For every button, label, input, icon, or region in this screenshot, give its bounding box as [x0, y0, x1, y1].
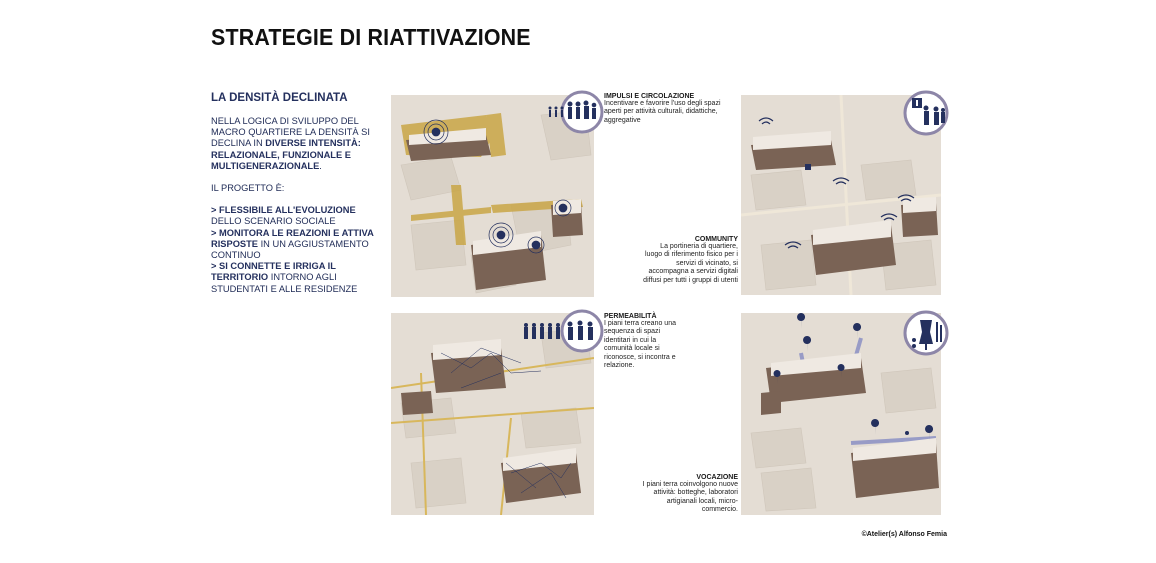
- tailor-tools-icon: [902, 310, 952, 360]
- info-icon: [902, 90, 952, 140]
- bullet-1: [211, 205, 381, 227]
- impulsi-text: Incentivare e favorire l'uso degli spazi aperti per attività culturali, didattiche, aggregative: [604, 100, 721, 124]
- panel-vocazione: [632, 474, 738, 515]
- permeabilita-text: I piani terra creano una sequenza di spazi identitari in cui la comunità locale si riconosce, si incontra e relazione.: [604, 320, 676, 370]
- panel-community: [643, 236, 738, 285]
- vocazione-text: I piani terra coinvolgono nuove attività: botteghe, laboratori artigianali locali, micro-commercio.: [642, 481, 738, 514]
- bullet-1-text: DELLO SCENARIO SOCIALE: [211, 216, 336, 227]
- bullet-3-text: INTORNO AGLI STUDENTATI E ALLE RESIDENZE: [211, 272, 358, 294]
- panel-permeabilita: [604, 313, 686, 370]
- intro-text: [211, 116, 381, 295]
- panel-impulsi: [604, 93, 724, 125]
- permeabilita-title: PERMEABILITÀ: [604, 313, 657, 320]
- intro-p1-c: .: [319, 160, 322, 171]
- intro-project-heading: IL PROGETTO È:: [211, 183, 285, 194]
- bullet-2-text: IN UN AGGIUSTAMENTO CONTINUO: [211, 238, 369, 261]
- community-title: COMMUNITY: [694, 236, 738, 243]
- bullet-3-bold: > SI CONNETTE E IRRIGA IL TERRITORIO: [211, 261, 336, 283]
- people-group-icon: [520, 308, 604, 358]
- credit: ©Atelier(s) Alfonso Femia: [861, 531, 947, 538]
- bullet-3: [211, 261, 381, 295]
- community-text: La portineria di quartiere, luogo di riferimento fisico per i servizi di vicinato, si accompagna a servizi digitali diffusi per tutti i gruppi di utenti: [643, 243, 738, 284]
- bullet-2: [211, 228, 381, 262]
- section-subtitle: LA DENSITÀ DECLINATA: [211, 92, 348, 104]
- intro-p1-a: NELLA LOGICA DI SVILUPPO DEL MACRO QUARTIERE LA DENSITÀ SI DECLINA IN: [211, 116, 370, 149]
- intro-paragraph: [211, 116, 381, 172]
- vocazione-title: VOCAZIONE: [696, 474, 738, 481]
- intro-p1-b: DIVERSE INTENSITÀ: RELAZIONALE, FUNZIONALE E MULTIGENERAZIONALE: [211, 138, 361, 171]
- bullet-1-bold: > FLESSIBILE ALL'EVOLUZIONE: [211, 205, 356, 216]
- people-icon: [548, 90, 604, 138]
- impulsi-title: IMPULSI E CIRCOLAZIONE: [604, 93, 695, 100]
- bullet-2-bold: > MONITORA LE REAZIONI E ATTIVA RISPOSTE: [211, 227, 374, 249]
- page-title: STRATEGIE DI RIATTIVAZIONE: [211, 24, 531, 50]
